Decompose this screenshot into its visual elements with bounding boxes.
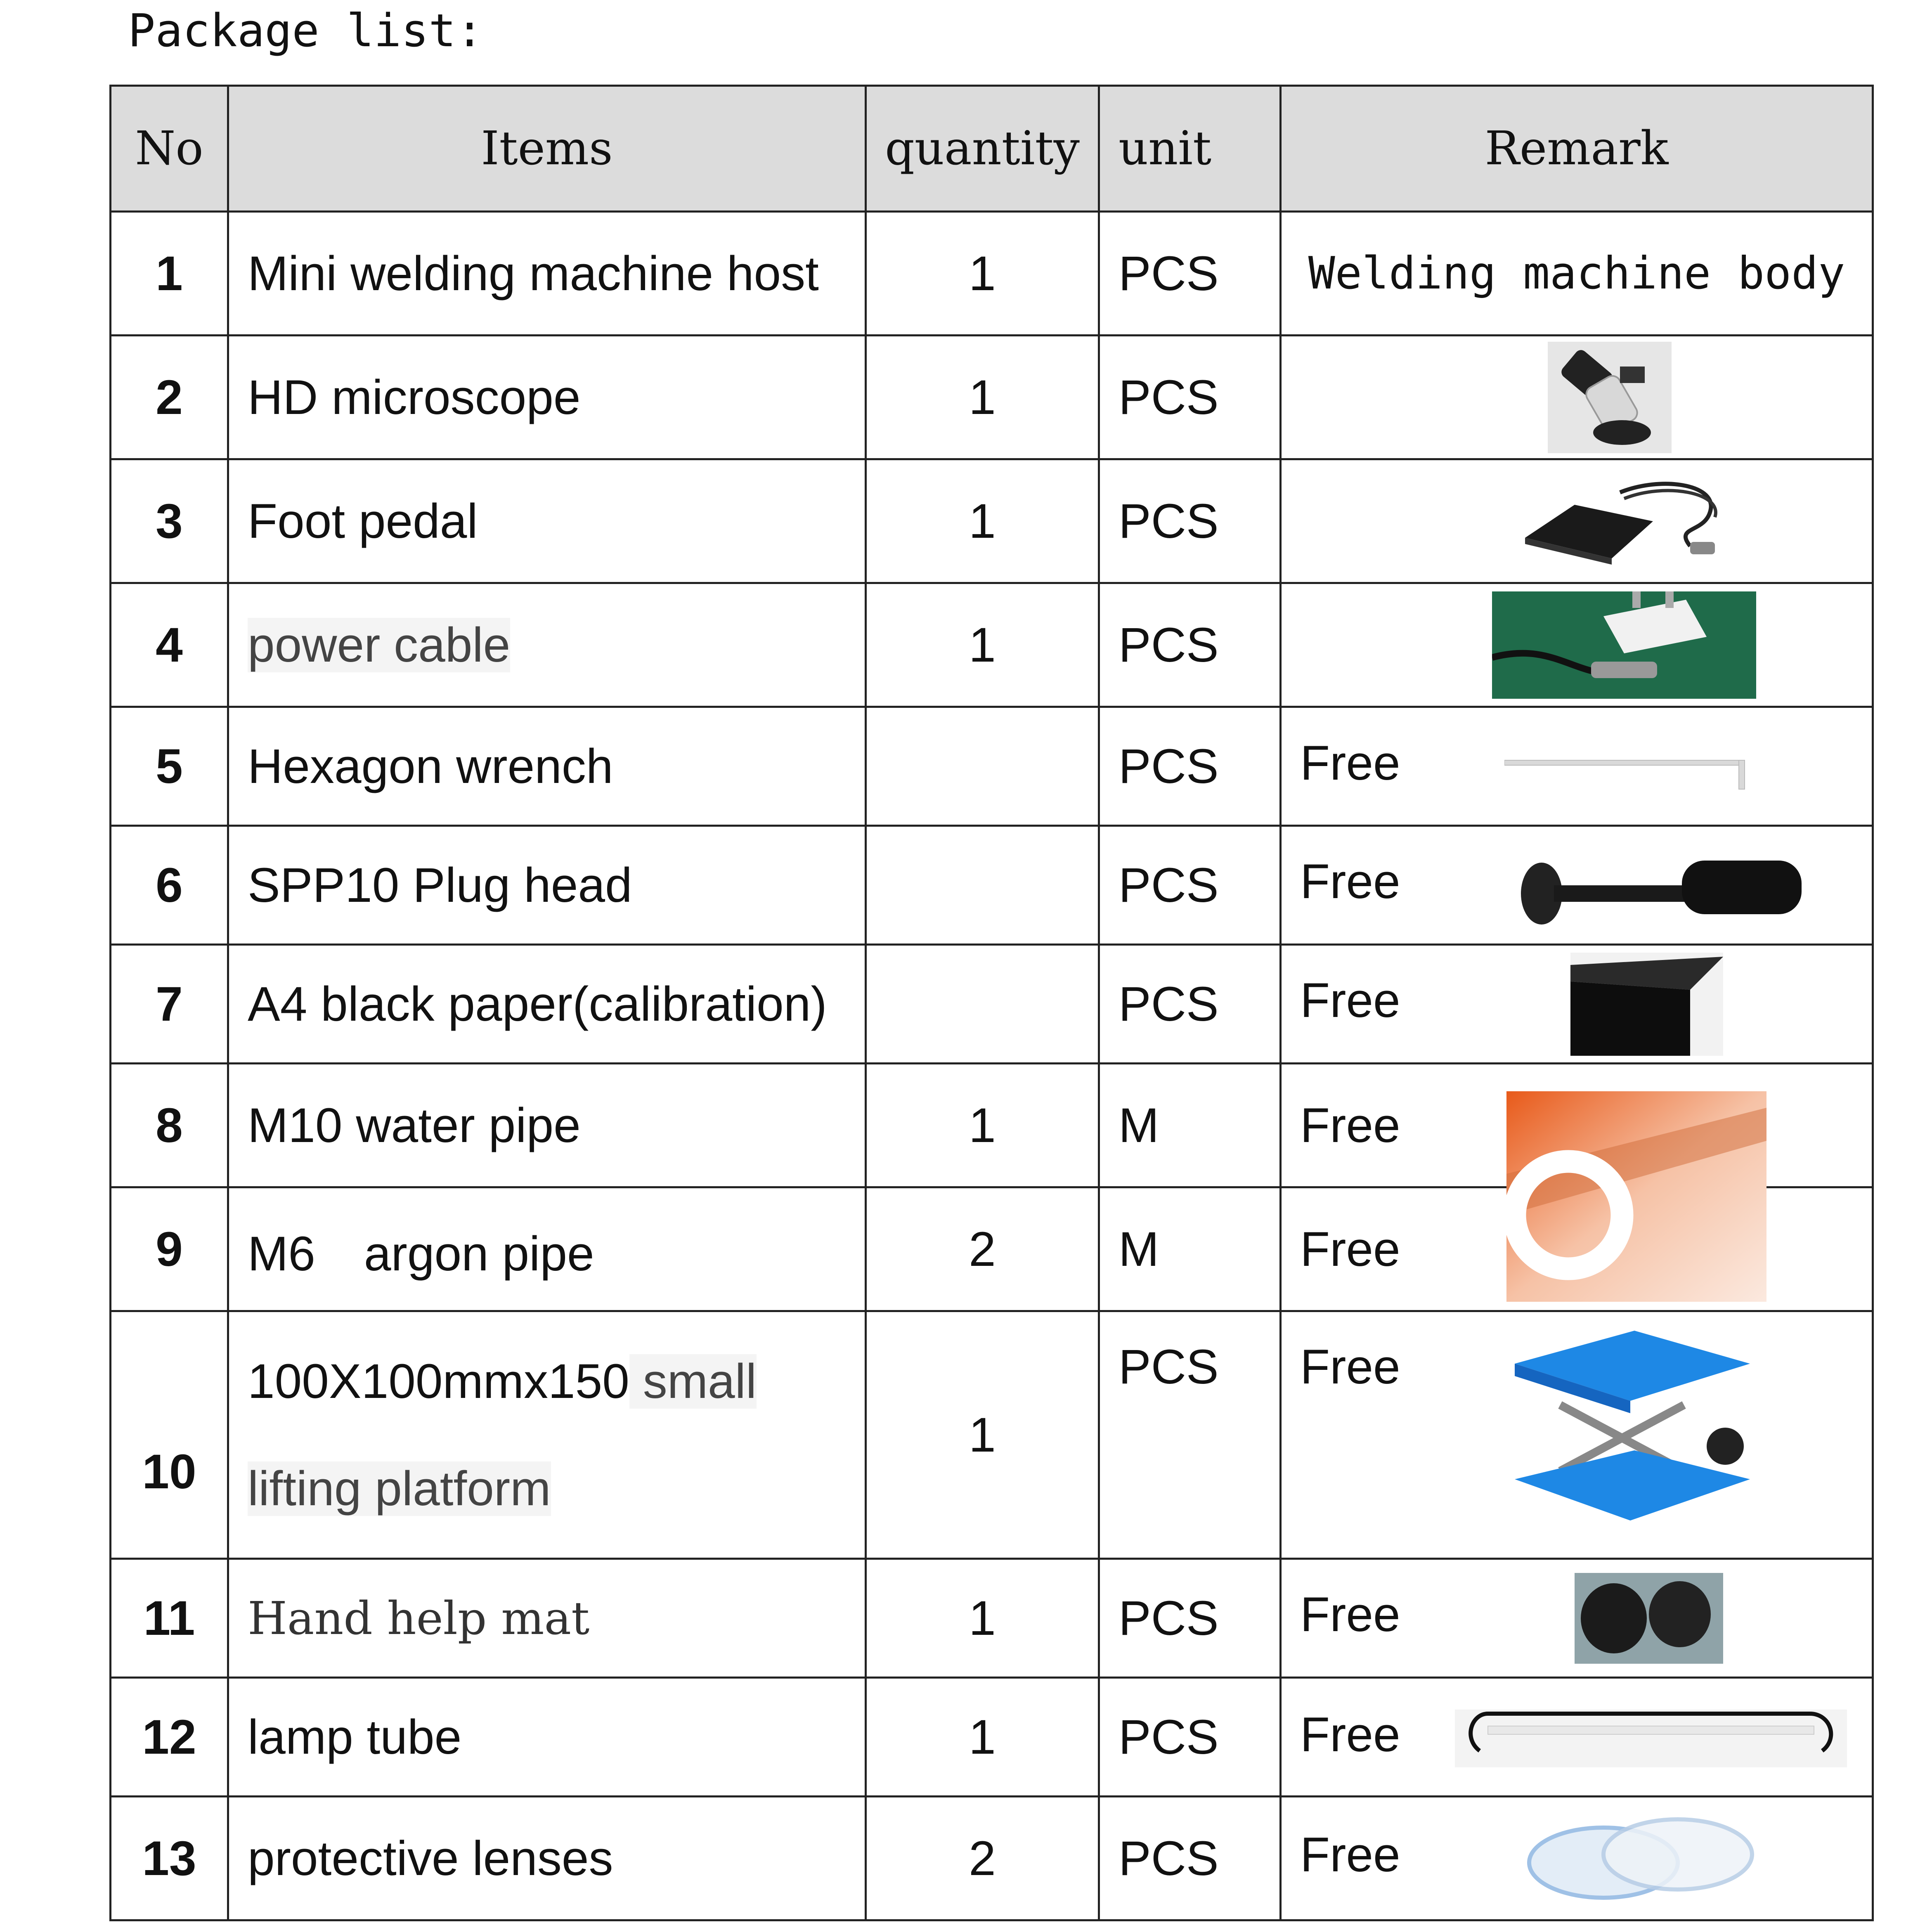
table-row — [111, 1311, 1873, 1559]
row-no: 3 — [111, 459, 228, 583]
col-header-remark: Remark — [1281, 86, 1873, 212]
table-row — [111, 707, 1873, 826]
row-remark: Free — [1300, 1827, 1400, 1882]
row-item-line1a: 100X100mmx150 — [248, 1354, 629, 1409]
row-qty — [866, 826, 1099, 945]
row-qty: 1 — [866, 583, 1099, 707]
row-item-line2: lifting platform — [248, 1461, 551, 1516]
row-item: HD microscope — [228, 336, 866, 459]
row-item: Hand help mat — [228, 1559, 866, 1678]
row-remark: Free — [1300, 1340, 1400, 1394]
row-unit: PCS — [1099, 1797, 1281, 1920]
row-unit: PCS — [1099, 1311, 1281, 1559]
row-item: A4 black paper(calibration) — [228, 945, 866, 1064]
table-row — [111, 1559, 1873, 1678]
row-no: 13 — [111, 1797, 228, 1920]
row-remark: Welding machine body — [1281, 212, 1873, 336]
row-no: 6 — [111, 826, 228, 945]
row-unit: M — [1099, 1187, 1281, 1311]
row-item: Foot pedal — [228, 459, 866, 583]
row-unit: PCS — [1099, 707, 1281, 826]
pipe-photo — [1506, 1091, 1766, 1302]
plug-head-photo — [1517, 844, 1806, 927]
row-unit: PCS — [1099, 826, 1281, 945]
row-qty: 1 — [866, 336, 1099, 459]
row-no: 8 — [111, 1064, 228, 1187]
row-remark: Free — [1300, 973, 1400, 1028]
row-remark: Free — [1300, 854, 1400, 909]
col-header-no: No — [111, 86, 228, 212]
table-row — [111, 945, 1873, 1064]
row-unit: PCS — [1099, 1559, 1281, 1678]
page-heading: Package list: — [128, 4, 483, 57]
package-table — [109, 85, 1874, 1921]
row-remark: Free — [1300, 1707, 1400, 1762]
row-qty: 2 — [866, 1797, 1099, 1920]
row-item: Mini welding machine host — [228, 212, 866, 336]
row-no: 7 — [111, 945, 228, 1064]
foot-pedal-photo — [1517, 476, 1740, 567]
table-row — [111, 826, 1873, 945]
row-unit: PCS — [1099, 212, 1281, 336]
black-paper-photo — [1570, 953, 1723, 1056]
row-remark: Free — [1300, 1587, 1400, 1642]
col-header-unit: unit — [1099, 86, 1281, 212]
hex-wrench-photo — [1504, 735, 1752, 797]
row-item: lamp tube — [228, 1678, 866, 1797]
row-qty — [866, 707, 1099, 826]
col-header-quantity: quantity — [866, 86, 1099, 212]
lifting-platform-photo — [1511, 1331, 1758, 1529]
power-cable-photo — [1492, 591, 1756, 699]
row-no: 1 — [111, 212, 228, 336]
row-remark: Free — [1300, 1098, 1400, 1153]
table-row — [111, 459, 1873, 583]
row-no: 5 — [111, 707, 228, 826]
row-no: 4 — [111, 583, 228, 707]
row-qty: 1 — [866, 1311, 1099, 1559]
row-unit: PCS — [1099, 583, 1281, 707]
row-no: 9 — [111, 1187, 228, 1311]
row-no: 12 — [111, 1678, 228, 1797]
table-row — [111, 1678, 1873, 1797]
table-row — [111, 1064, 1873, 1187]
table-row — [111, 212, 1873, 336]
row-no: 2 — [111, 336, 228, 459]
row-unit: M — [1099, 1064, 1281, 1187]
row-item: protective lenses — [228, 1797, 866, 1920]
row-remark — [1281, 583, 1873, 707]
row-item-line1b: small — [629, 1354, 757, 1409]
row-qty — [866, 945, 1099, 1064]
hand-mat-photo — [1575, 1573, 1723, 1664]
row-remark: Free — [1300, 1222, 1400, 1277]
row-qty: 1 — [866, 212, 1099, 336]
lamp-tube-photo — [1455, 1710, 1847, 1767]
microscope-photo — [1548, 342, 1672, 453]
row-qty: 1 — [866, 1678, 1099, 1797]
row-remark: Free — [1300, 735, 1400, 790]
row-unit: PCS — [1099, 336, 1281, 459]
row-no: 10 — [111, 1311, 228, 1559]
row-item: M10 water pipe — [228, 1064, 866, 1187]
row-unit: PCS — [1099, 459, 1281, 583]
row-qty: 1 — [866, 1559, 1099, 1678]
table-row — [111, 336, 1873, 459]
row-remark — [1281, 336, 1873, 459]
table-row — [111, 583, 1873, 707]
row-qty: 2 — [866, 1187, 1099, 1311]
table-row — [111, 1797, 1873, 1920]
row-item: power cable — [248, 617, 511, 672]
lenses-photo — [1525, 1813, 1756, 1904]
row-unit: PCS — [1099, 1678, 1281, 1797]
row-remark — [1281, 459, 1873, 583]
row-item: SPP10 Plug head — [228, 826, 866, 945]
row-qty: 1 — [866, 459, 1099, 583]
col-header-items: Items — [228, 86, 866, 212]
table-header-row — [111, 86, 1873, 212]
row-qty: 1 — [866, 1064, 1099, 1187]
row-item: M6 argon pipe — [228, 1187, 866, 1311]
row-no: 11 — [111, 1559, 228, 1678]
row-item: Hexagon wrench — [228, 707, 866, 826]
row-unit: PCS — [1099, 945, 1281, 1064]
